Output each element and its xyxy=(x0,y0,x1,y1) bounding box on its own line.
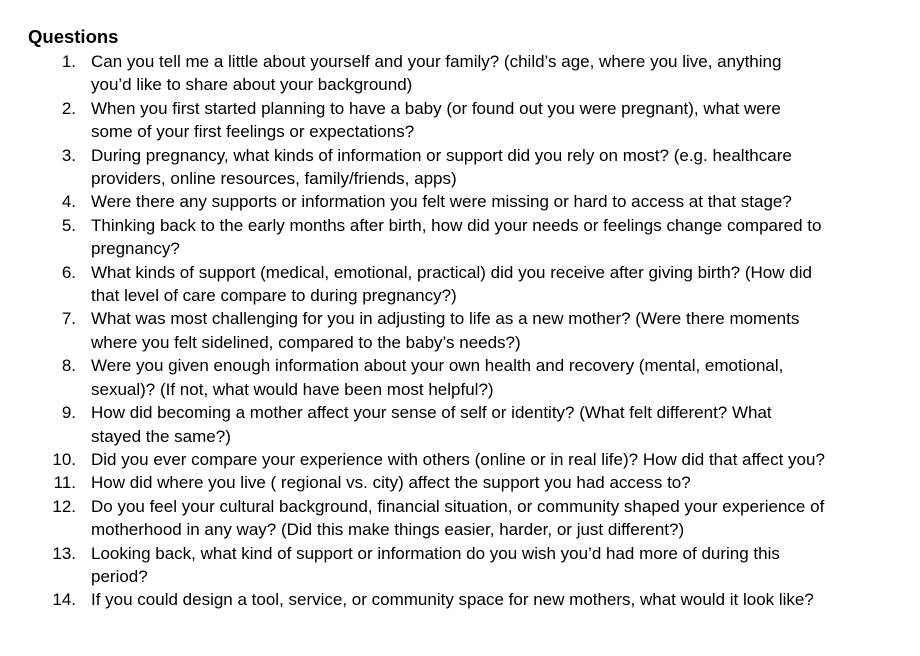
question-text-line: Thinking back to the early months after birth, how did your needs or feelings change compared to xyxy=(91,215,822,235)
question-text-line: Do you feel your cultural background, financial situation, or community shaped your experience of xyxy=(91,496,825,516)
question-text-line: you’d like to share about your background) xyxy=(91,75,413,95)
question-text-line: period? xyxy=(91,566,148,586)
question-item xyxy=(28,144,908,191)
question-text-line: If you could design a tool, service, or community space for new mothers, what would it look like? xyxy=(91,590,814,610)
question-item xyxy=(28,261,908,308)
question-item xyxy=(28,307,908,354)
question-number: 4. xyxy=(61,192,76,212)
question-number: 9. xyxy=(61,403,76,423)
question-number: 5. xyxy=(61,215,76,235)
question-text-line: sexual)? (If not, what would have been most helpful?) xyxy=(91,379,494,399)
question-text-line: some of your first feelings or expectations? xyxy=(91,122,415,142)
question-text-line: When you first started planning to have a baby (or found out you were pregnant), what were xyxy=(91,98,781,118)
question-number: 6. xyxy=(61,262,76,282)
questions-heading: Questions xyxy=(28,26,119,47)
document-body xyxy=(28,25,908,612)
question-number: 3. xyxy=(61,145,76,165)
question-text-line: During pregnancy, what kinds of information or support did you rely on most? (e.g. healthcare xyxy=(91,145,792,165)
question-number: 12. xyxy=(52,496,76,516)
question-text-line: pregnancy? xyxy=(91,239,180,259)
question-item xyxy=(28,448,908,471)
question-text-line: What kinds of support (medical, emotional, practical) did you receive after giving birth? (How did xyxy=(91,262,812,282)
question-text-line: How did where you live ( regional vs. city) affect the support you had access to? xyxy=(91,473,691,493)
questions-list xyxy=(28,50,908,612)
question-text-line: providers, online resources, family/friends, apps) xyxy=(91,169,457,189)
question-number: 10. xyxy=(52,449,76,469)
question-number: 2. xyxy=(61,98,76,118)
question-text-line: Were you given enough information about your own health and recovery (mental, emotional, xyxy=(91,356,784,376)
question-text-line: stayed the same?) xyxy=(91,426,231,446)
question-number: 13. xyxy=(52,543,76,563)
question-text-line: What was most challenging for you in adjusting to life as a new mother? (Were there moments xyxy=(91,309,800,329)
question-item xyxy=(28,50,908,97)
question-number: 11. xyxy=(53,473,76,493)
question-item xyxy=(28,190,908,213)
question-item xyxy=(28,495,908,542)
question-item xyxy=(28,214,908,261)
question-text-line: motherhood in any way? (Did this make things easier, harder, or just different?) xyxy=(91,520,685,540)
question-number: 7. xyxy=(61,309,76,329)
question-text-line: Were there any supports or information you felt were missing or hard to access at that stage? xyxy=(91,192,792,212)
question-item xyxy=(28,401,908,448)
question-number: 8. xyxy=(61,356,76,376)
question-number: 14. xyxy=(52,590,76,610)
question-text-line: Looking back, what kind of support or information do you wish you’d had more of during this xyxy=(91,543,780,563)
question-text-line: Can you tell me a little about yourself and your family? (child’s age, where you live, anything xyxy=(91,52,782,71)
question-item xyxy=(28,471,908,494)
question-text-line: Did you ever compare your experience with others (online or in real life)? How did that affect you? xyxy=(91,449,825,469)
question-number: 1. xyxy=(61,52,76,71)
question-item xyxy=(28,354,908,401)
question-item xyxy=(28,588,908,611)
question-text-line: where you felt sidelined, compared to the baby’s needs?) xyxy=(91,332,521,352)
question-item xyxy=(28,97,908,144)
question-text-line: How did becoming a mother affect your sense of self or identity? (What felt different? What xyxy=(91,403,772,423)
question-text-line: that level of care compare to during pregnancy?) xyxy=(91,286,457,306)
question-item xyxy=(28,542,908,589)
